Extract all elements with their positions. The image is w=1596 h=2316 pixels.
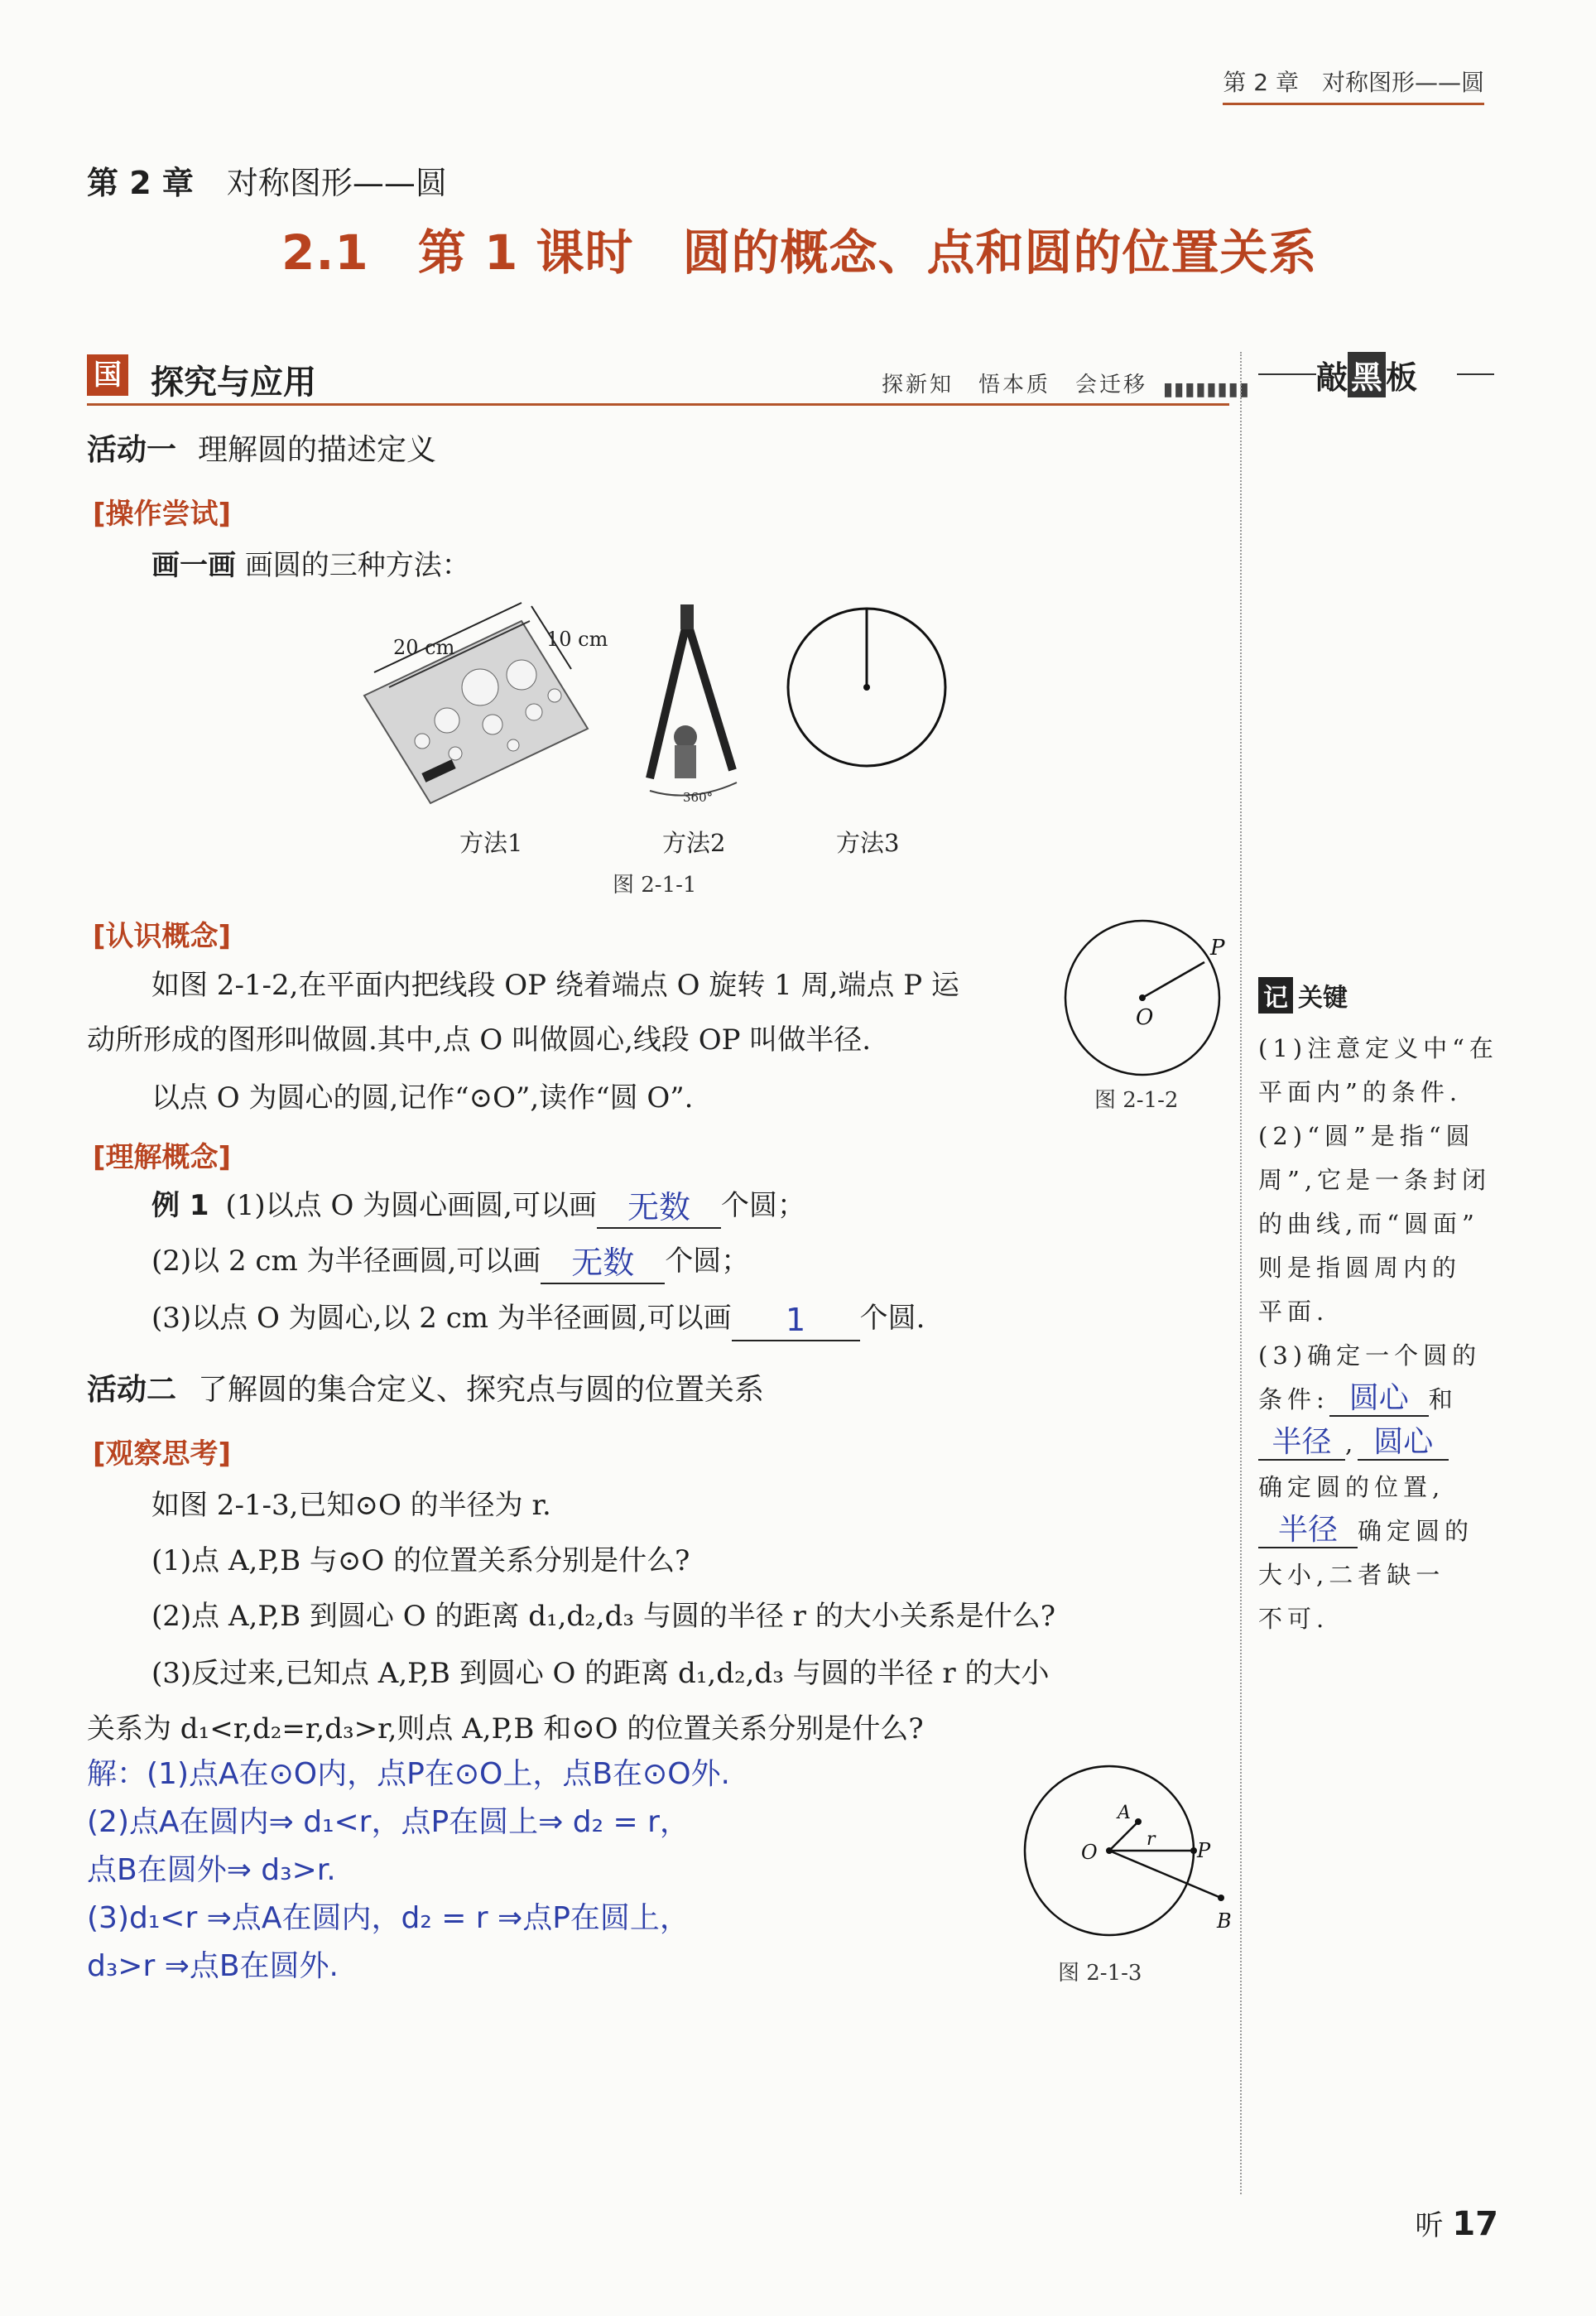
chapter-number: 第 2 章 — [87, 165, 194, 201]
fig2-label-p: P — [1210, 936, 1225, 961]
ex2-post: 个圆； — [665, 1245, 750, 1278]
answer-line-5: d₃>r ⇒点B在圆外. — [87, 1949, 339, 1983]
question-3b: 关系为 d₁<r,d₂=r,d₃>r,则点 A,P,B 和⊙O 的位置关系分别是什么? — [87, 1712, 924, 1745]
heiban-line-left — [1258, 373, 1316, 375]
page-number — [1416, 2203, 1498, 2243]
side-note-line-13: 大小,二者缺一 — [1258, 1561, 1445, 1589]
figure-2-1-2 — [1060, 915, 1242, 1081]
side-note-l4-pre: 条件: — [1258, 1385, 1329, 1413]
method-2-label: 方法2 — [662, 829, 726, 857]
fig3-label-o: O — [1081, 1841, 1098, 1864]
side-note-line-2: 平面内”的条件. — [1258, 1078, 1463, 1106]
ex3-post: 个圆. — [859, 1302, 925, 1335]
section-dots: ▮▮▮▮▮▮▮▮ — [1163, 379, 1250, 400]
side-note-line-8: (3)确定一个圆的 — [1258, 1341, 1482, 1370]
side-note-fill-2: 半径 — [1258, 1426, 1345, 1461]
ex3-pre: (3)以点 O 为圆心,以 2 cm 为半径画圆,可以画 — [151, 1302, 732, 1335]
activity1-heading — [87, 426, 436, 469]
activity1-title: 理解圆的描述定义 — [198, 433, 437, 467]
bracket-understand: [理解概念] — [93, 1141, 232, 1174]
concept-line-1: 如图 2-1-2,在平面内把线段 OP 绕着端点 O 旋转 1 周,端点 P 运 — [151, 969, 959, 1002]
running-header: 第 2 章 对称图形——圆 — [1223, 65, 1484, 105]
figure-2-1-1-caption: 图 2-1-1 — [613, 873, 697, 898]
side-note-comma: , — [1345, 1429, 1358, 1457]
compass-icon — [650, 604, 737, 796]
side-note-body — [1258, 1027, 1507, 1641]
side-note-line-10 — [1258, 1422, 1507, 1466]
side-note-l4-post: 和 — [1428, 1385, 1458, 1413]
side-note-line-6: 则是指圆周内的 — [1258, 1254, 1462, 1282]
lesson-title: 2.1 第 1 课时 圆的概念、点和圆的位置关系 — [281, 224, 1318, 281]
side-note-line-5: 的曲线,而“圆面” — [1258, 1210, 1479, 1238]
section-tag-1: 探新知 — [882, 373, 954, 397]
section-tags — [882, 368, 1172, 398]
ruler-label-20cm: 20 cm — [393, 636, 455, 659]
side-note-line-12 — [1258, 1509, 1507, 1553]
side-note-l7-post: 确定圆的 — [1358, 1517, 1474, 1545]
activity2-title: 了解圆的集合定义、探究点与圆的位置关系 — [198, 1373, 765, 1407]
concept-line-3: 以点 O 为圆心的圆,记作“⊙O”,读作“圆 O”. — [151, 1081, 694, 1115]
example-label: 例 1 — [151, 1189, 209, 1222]
activity2-heading — [87, 1366, 764, 1408]
fig3-label-b: B — [1217, 1909, 1232, 1933]
figure-2-1-3 — [1010, 1764, 1242, 1938]
side-note-fill-4: 半径 — [1258, 1514, 1358, 1548]
method3-circle — [788, 609, 945, 766]
side-note-fill-1: 圆心 — [1329, 1382, 1429, 1417]
side-note-icon: 记 — [1258, 977, 1293, 1014]
question-3a: (3)反过来,已知点 A,P,B 到圆心 O 的距离 d₁,d₂,d₃ 与圆的半径 r 的大小 — [151, 1657, 1050, 1690]
heiban-box: 黑 — [1348, 352, 1386, 397]
ex1-post: 个圆； — [720, 1189, 805, 1222]
side-note-header — [1258, 977, 1348, 1014]
answer-line-3: 点B在圆外⇒ d₃>r. — [87, 1853, 336, 1887]
heiban-line-right — [1457, 373, 1494, 375]
side-note-line-7: 平面. — [1258, 1298, 1329, 1326]
side-note-line-3: (2)“圆”是指“圆 — [1258, 1122, 1475, 1150]
chapter-title: 对称图形——圆 — [226, 165, 447, 201]
ex1-answer: 无数 — [597, 1191, 721, 1229]
method-1-label: 方法1 — [459, 829, 523, 857]
fig2-label-o: O — [1136, 1005, 1154, 1030]
ex1-pre: (1)以点 O 为圆心画圆,可以画 — [225, 1189, 597, 1222]
page-number-label: 听 — [1415, 2209, 1444, 2242]
ruler-label-10cm: 10 cm — [546, 628, 608, 651]
bracket-try: [操作尝试] — [93, 498, 232, 531]
page-number-value: 17 — [1452, 2205, 1498, 2243]
section-icon: 国 — [87, 354, 128, 396]
draw-label: 画一画 — [151, 549, 236, 582]
side-note-line-11: 确定圆的位置, — [1258, 1473, 1445, 1501]
answer-line-1: 解：(1)点A在⊙O内，点P在⊙O上，点B在⊙O外. — [87, 1757, 730, 1791]
section-tag-3: 会迁移 — [1075, 373, 1148, 397]
answer-block — [87, 1750, 730, 1991]
answer-line-2: (2)点A在圆内⇒ d₁<r，点P在圆上⇒ d₂ = r， — [87, 1805, 690, 1839]
fig3-label-r: r — [1147, 1829, 1156, 1850]
figure-2-1-1-drawings — [356, 596, 985, 811]
example-line-2 — [151, 1238, 749, 1284]
compass-angle: 360° — [683, 790, 714, 805]
fig3-label-p: P — [1197, 1839, 1211, 1862]
side-note-fill-3: 圆心 — [1358, 1426, 1449, 1461]
heiban-post: 板 — [1386, 359, 1418, 396]
chapter-heading — [87, 157, 447, 203]
bracket-observe: [观察思考] — [93, 1437, 232, 1471]
side-note-title: 关键 — [1298, 984, 1348, 1013]
fig3-label-a: A — [1118, 1803, 1131, 1823]
side-note-line-9 — [1258, 1378, 1507, 1422]
example-line-1 — [151, 1182, 805, 1229]
side-note-line-14: 不可. — [1258, 1605, 1329, 1633]
concept-line-2: 动所形成的图形叫做圆.其中,点 O 叫做圆心,线段 OP 叫做半径. — [87, 1023, 872, 1057]
section-title: 探究与应用 — [151, 364, 316, 402]
method-3-label: 方法3 — [836, 829, 900, 857]
heiban-pre: 敲 — [1316, 359, 1348, 396]
ex3-answer: 1 — [732, 1303, 860, 1341]
question-1: (1)点 A,P,B 与⊙O 的位置关系分别是什么? — [151, 1544, 690, 1577]
question-intro: 如图 2-1-3,已知⊙O 的半径为 r. — [151, 1489, 551, 1522]
example-line-3 — [151, 1295, 925, 1341]
draw-line — [151, 542, 470, 589]
bracket-recognize: [认识概念] — [93, 920, 232, 953]
figure-2-1-2-caption: 图 2-1-2 — [1094, 1088, 1179, 1113]
side-note-line-4: 周”,它是一条封闭 — [1258, 1166, 1492, 1194]
heiban-title — [1316, 352, 1417, 397]
draw-text: 画圆的三种方法： — [244, 549, 470, 582]
section-tag-2: 悟本质 — [978, 373, 1051, 397]
answer-line-4: (3)d₁<r ⇒点A在圆内，d₂ = r ⇒点P在圆上， — [87, 1901, 690, 1935]
question-2: (2)点 A,P,B 到圆心 O 的距离 d₁,d₂,d₃ 与圆的半径 r 的大小关系是什么? — [151, 1600, 1055, 1633]
ex2-answer: 无数 — [541, 1246, 665, 1284]
activity1-label: 活动一 — [87, 433, 177, 467]
side-note-line-1: (1)注意定义中“在 — [1258, 1034, 1498, 1062]
ex2-pre: (2)以 2 cm 为半径画圆,可以画 — [151, 1245, 541, 1278]
activity2-label: 活动二 — [87, 1373, 177, 1407]
figure-2-1-3-caption: 图 2-1-3 — [1058, 1961, 1142, 1986]
